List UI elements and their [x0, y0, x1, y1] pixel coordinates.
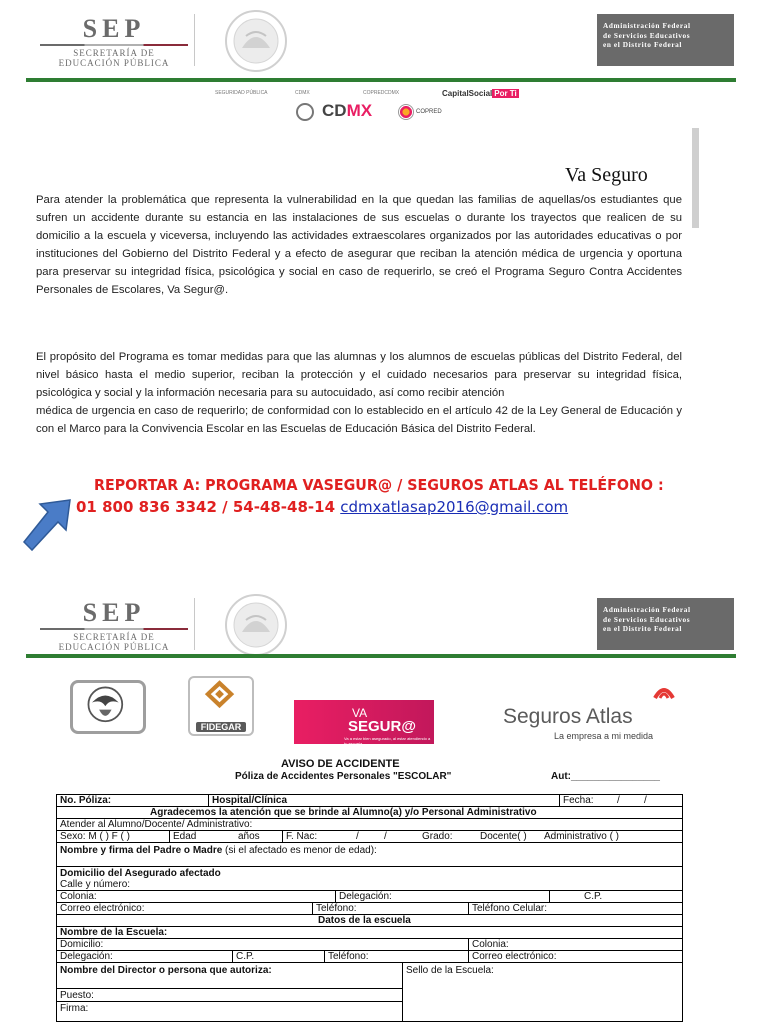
form-aut: Aut:________________: [551, 771, 660, 782]
green-rule: [26, 654, 736, 658]
afse-line: de Servicios Educativos: [603, 30, 691, 40]
sep-sub1: SECRETARÍA DE: [73, 632, 155, 642]
form-divider: [57, 1001, 402, 1002]
capital-social-tag: Por Ti: [494, 89, 517, 98]
cdmx-b: MX: [346, 101, 373, 120]
vaseguro-seg: SEGUR@: [348, 718, 416, 735]
fidegar-label: FIDEGAR: [196, 722, 246, 732]
cdmx-logo: [322, 101, 372, 121]
form-row-domicilio: [56, 866, 683, 890]
hospital-label: Hospital/Clínica: [212, 795, 288, 806]
header-top: [0, 0, 768, 82]
sep-sub2: EDUCACIÓN PÚBLICA: [58, 642, 170, 652]
report-email-link[interactable]: cdmxatlasap2016@gmail.com: [340, 498, 569, 516]
form-row-sexo: [56, 830, 683, 842]
atlas-name: Seguros Atlas: [503, 705, 633, 728]
correo-escuela-label: Correo electrónico:: [472, 951, 557, 962]
header-divider: [194, 598, 195, 650]
agradecemos-text: Agradecemos la atención que se brinde al Alumno(a) y/o Personal Administrativo: [150, 807, 537, 818]
sep-word: SEP: [82, 598, 146, 627]
afse-logo: [597, 598, 734, 650]
fecha-label: Fecha:: [563, 795, 594, 806]
padre-label: [57, 845, 377, 868]
cp-escuela-label: C.P.: [236, 951, 255, 962]
partner-seal-icon: [296, 103, 314, 121]
fnac-slash: /: [384, 831, 387, 842]
nombre-escuela-label: Nombre de la Escuela:: [60, 927, 168, 938]
colonia-escuela-label: Colonia:: [472, 939, 509, 950]
form-title: AVISO DE ACCIDENTE: [281, 758, 400, 770]
page-title: Va Seguro: [565, 164, 648, 186]
afse-line: Administración Federal: [603, 21, 691, 30]
poliza-label: No. Póliza:: [60, 795, 112, 806]
delegacion-label: Delegación:: [339, 891, 392, 902]
form-row-poliza: [56, 794, 683, 806]
form-divider: [57, 988, 402, 989]
paragraph-2a-text: El propósito del Programa es tomar medidas para que las alumnas y los alumnos de escuelas públicas del Distrito Federal, del nivel básico hasta el medio superior, reciban la protección y el cuidado necesarios para preservar su integridad física, psicológica y social y la información necesaria para su autocuidado, así como recibir atención: [36, 351, 682, 399]
report-phones: 01 800 836 3342 / 54-48-48-14: [76, 498, 336, 516]
form-row-agradecemos: [56, 806, 683, 818]
puesto-label: Puesto:: [60, 990, 94, 1001]
form-row-padre: [56, 842, 683, 866]
sello-label: Sello de la Escuela:: [406, 965, 494, 976]
telefono-label: Teléfono:: [316, 903, 357, 914]
afse-line: de Servicios Educativos: [603, 614, 691, 624]
colonia-label: Colonia:: [60, 891, 97, 902]
datos-escuela-title: Datos de la escuela: [318, 915, 411, 926]
form-row-domicilio-escuela: [56, 938, 683, 950]
capital-social-logo: [442, 89, 519, 98]
celular-label: Teléfono Celular:: [472, 903, 548, 914]
vaseguro-logo: [294, 700, 434, 744]
partner-small: CDMX: [295, 90, 310, 96]
afse-line: en el Distrito Federal: [603, 40, 683, 49]
form-row-nombre-escuela: [56, 926, 683, 938]
sep-logo: [40, 600, 188, 652]
cp-label: C.P.: [584, 891, 603, 902]
form-row-atender: [56, 818, 683, 830]
green-rule: [26, 78, 736, 82]
fecha-slash: /: [617, 795, 620, 806]
afse-logo: [597, 14, 734, 66]
blue-arrow-icon: [18, 496, 76, 552]
atlas-tagline: La empresa a mi medida: [554, 731, 654, 741]
sep-bar: [40, 628, 188, 630]
mexico-crest-icon: [206, 8, 306, 74]
telefono-escuela-label: Teléfono:: [328, 951, 369, 962]
atender-label: Atender al Alumno/Docente/ Administrativo:: [60, 819, 253, 830]
docente-field: Docente( ): [480, 831, 527, 842]
copred-text: COPRED: [416, 109, 442, 115]
form-row-director: [56, 962, 683, 1022]
form-row-correo: [56, 902, 683, 914]
paragraph-1-text: Para atender la problemática que representa la vulnerabilidad en la que quedan las familias de aquellas/os estudiantes que sufren un accidente durante su estancia en las instalaciones de sus escuelas o durante los trayectos que realicen de su domicilio a la escuela y viceversa, incluyendo las actividades extraescolares organizados por las autoridades educativas o por instituciones del Gobierno del Distrito Federal y a efecto de asegurar que reciban la atención médica de urgencia y oportuna para preservar su integridad física, psicológica y social en caso de requerirlo, se creó el Programa Seguro Contra Accidentes Personales de Escolares, Va Segur@.: [36, 194, 682, 296]
sep-sub1: SECRETARÍA DE: [73, 48, 155, 58]
form-divider: [549, 891, 550, 902]
delegacion-escuela-label: Delegación:: [60, 951, 113, 962]
form-subtitle: Póliza de Accidentes Personales "ESCOLAR": [235, 771, 452, 782]
fidegar-logo: [188, 676, 254, 736]
report-contact: [76, 498, 568, 516]
sep-sub2: EDUCACIÓN PÚBLICA: [58, 58, 170, 68]
cdmx-a: CD: [322, 101, 347, 120]
padre-bold: Nombre y firma del Padre o Madre: [60, 845, 223, 856]
fnac-slash: /: [356, 831, 359, 842]
eagle-shield-icon: [73, 683, 143, 731]
copred-icon: [398, 104, 414, 120]
scrollbar[interactable]: [692, 128, 699, 228]
fidegar-diamond-icon: [190, 678, 252, 722]
paragraph-2b-text: médica de urgencia en caso de requerirlo; de conformidad con lo establecido en el artículo 42 de la Ley General de Educación y con el Marco para la Convivencia Escolar en las Escuelas de Educación Básica del Distrito Federal.: [36, 405, 682, 435]
partner-small: COPREDCDMX: [363, 90, 400, 96]
form-row-delegacion-escuela: [56, 950, 683, 962]
padre-rest: (si el afectado es menor de edad):: [222, 845, 377, 856]
edad-label: Edad: [173, 831, 197, 842]
domicilio-title: Domicilio del Asegurado afectado: [60, 868, 221, 879]
sep-bar: [40, 44, 188, 46]
partner-small: SEGURIDAD PÚBLICA: [215, 90, 268, 96]
grado-label: Grado:: [422, 831, 453, 842]
domicilio-escuela-label: Domicilio:: [60, 939, 104, 950]
form-row-datos-escuela: [56, 914, 683, 926]
sexo-field: Sexo: M ( ) F ( ): [60, 831, 130, 842]
afse-line: Administración Federal: [603, 605, 691, 614]
report-line: REPORTAR A: PROGRAMA VASEGUR@ / SEGUROS ATLAS AL TELÉFONO :: [94, 476, 664, 494]
sep-word: SEP: [82, 14, 146, 43]
afse-line: en el Distrito Federal: [603, 624, 683, 633]
anios-label: años: [238, 831, 260, 842]
mexico-crest-icon: [206, 592, 306, 658]
director-label: Nombre del Director o persona que autoriza:: [60, 965, 272, 976]
fnac-label: F. Nac:: [286, 831, 318, 842]
header-divider: [194, 14, 195, 66]
sep-logo: [40, 16, 188, 68]
atlas-arc-icon: [653, 684, 675, 700]
paragraph-2: [36, 348, 682, 438]
capital-social-text: CapitalSocial: [442, 89, 493, 98]
calle-label: Calle y número:: [60, 879, 131, 890]
vaseguro-va: VA: [352, 706, 368, 720]
administrativo-field: Administrativo ( ): [544, 831, 620, 842]
vaseguro-mini: Va a estar bien asegurado, al estar atendiendo a tu escuela: [344, 736, 431, 746]
paragraph-1: [36, 191, 682, 299]
eagle-shield-logo: [70, 680, 146, 734]
firma-label: Firma:: [60, 1003, 89, 1014]
correo-label: Correo electrónico:: [60, 903, 145, 914]
form-row-colonia: [56, 890, 683, 902]
fecha-slash: /: [644, 795, 647, 806]
